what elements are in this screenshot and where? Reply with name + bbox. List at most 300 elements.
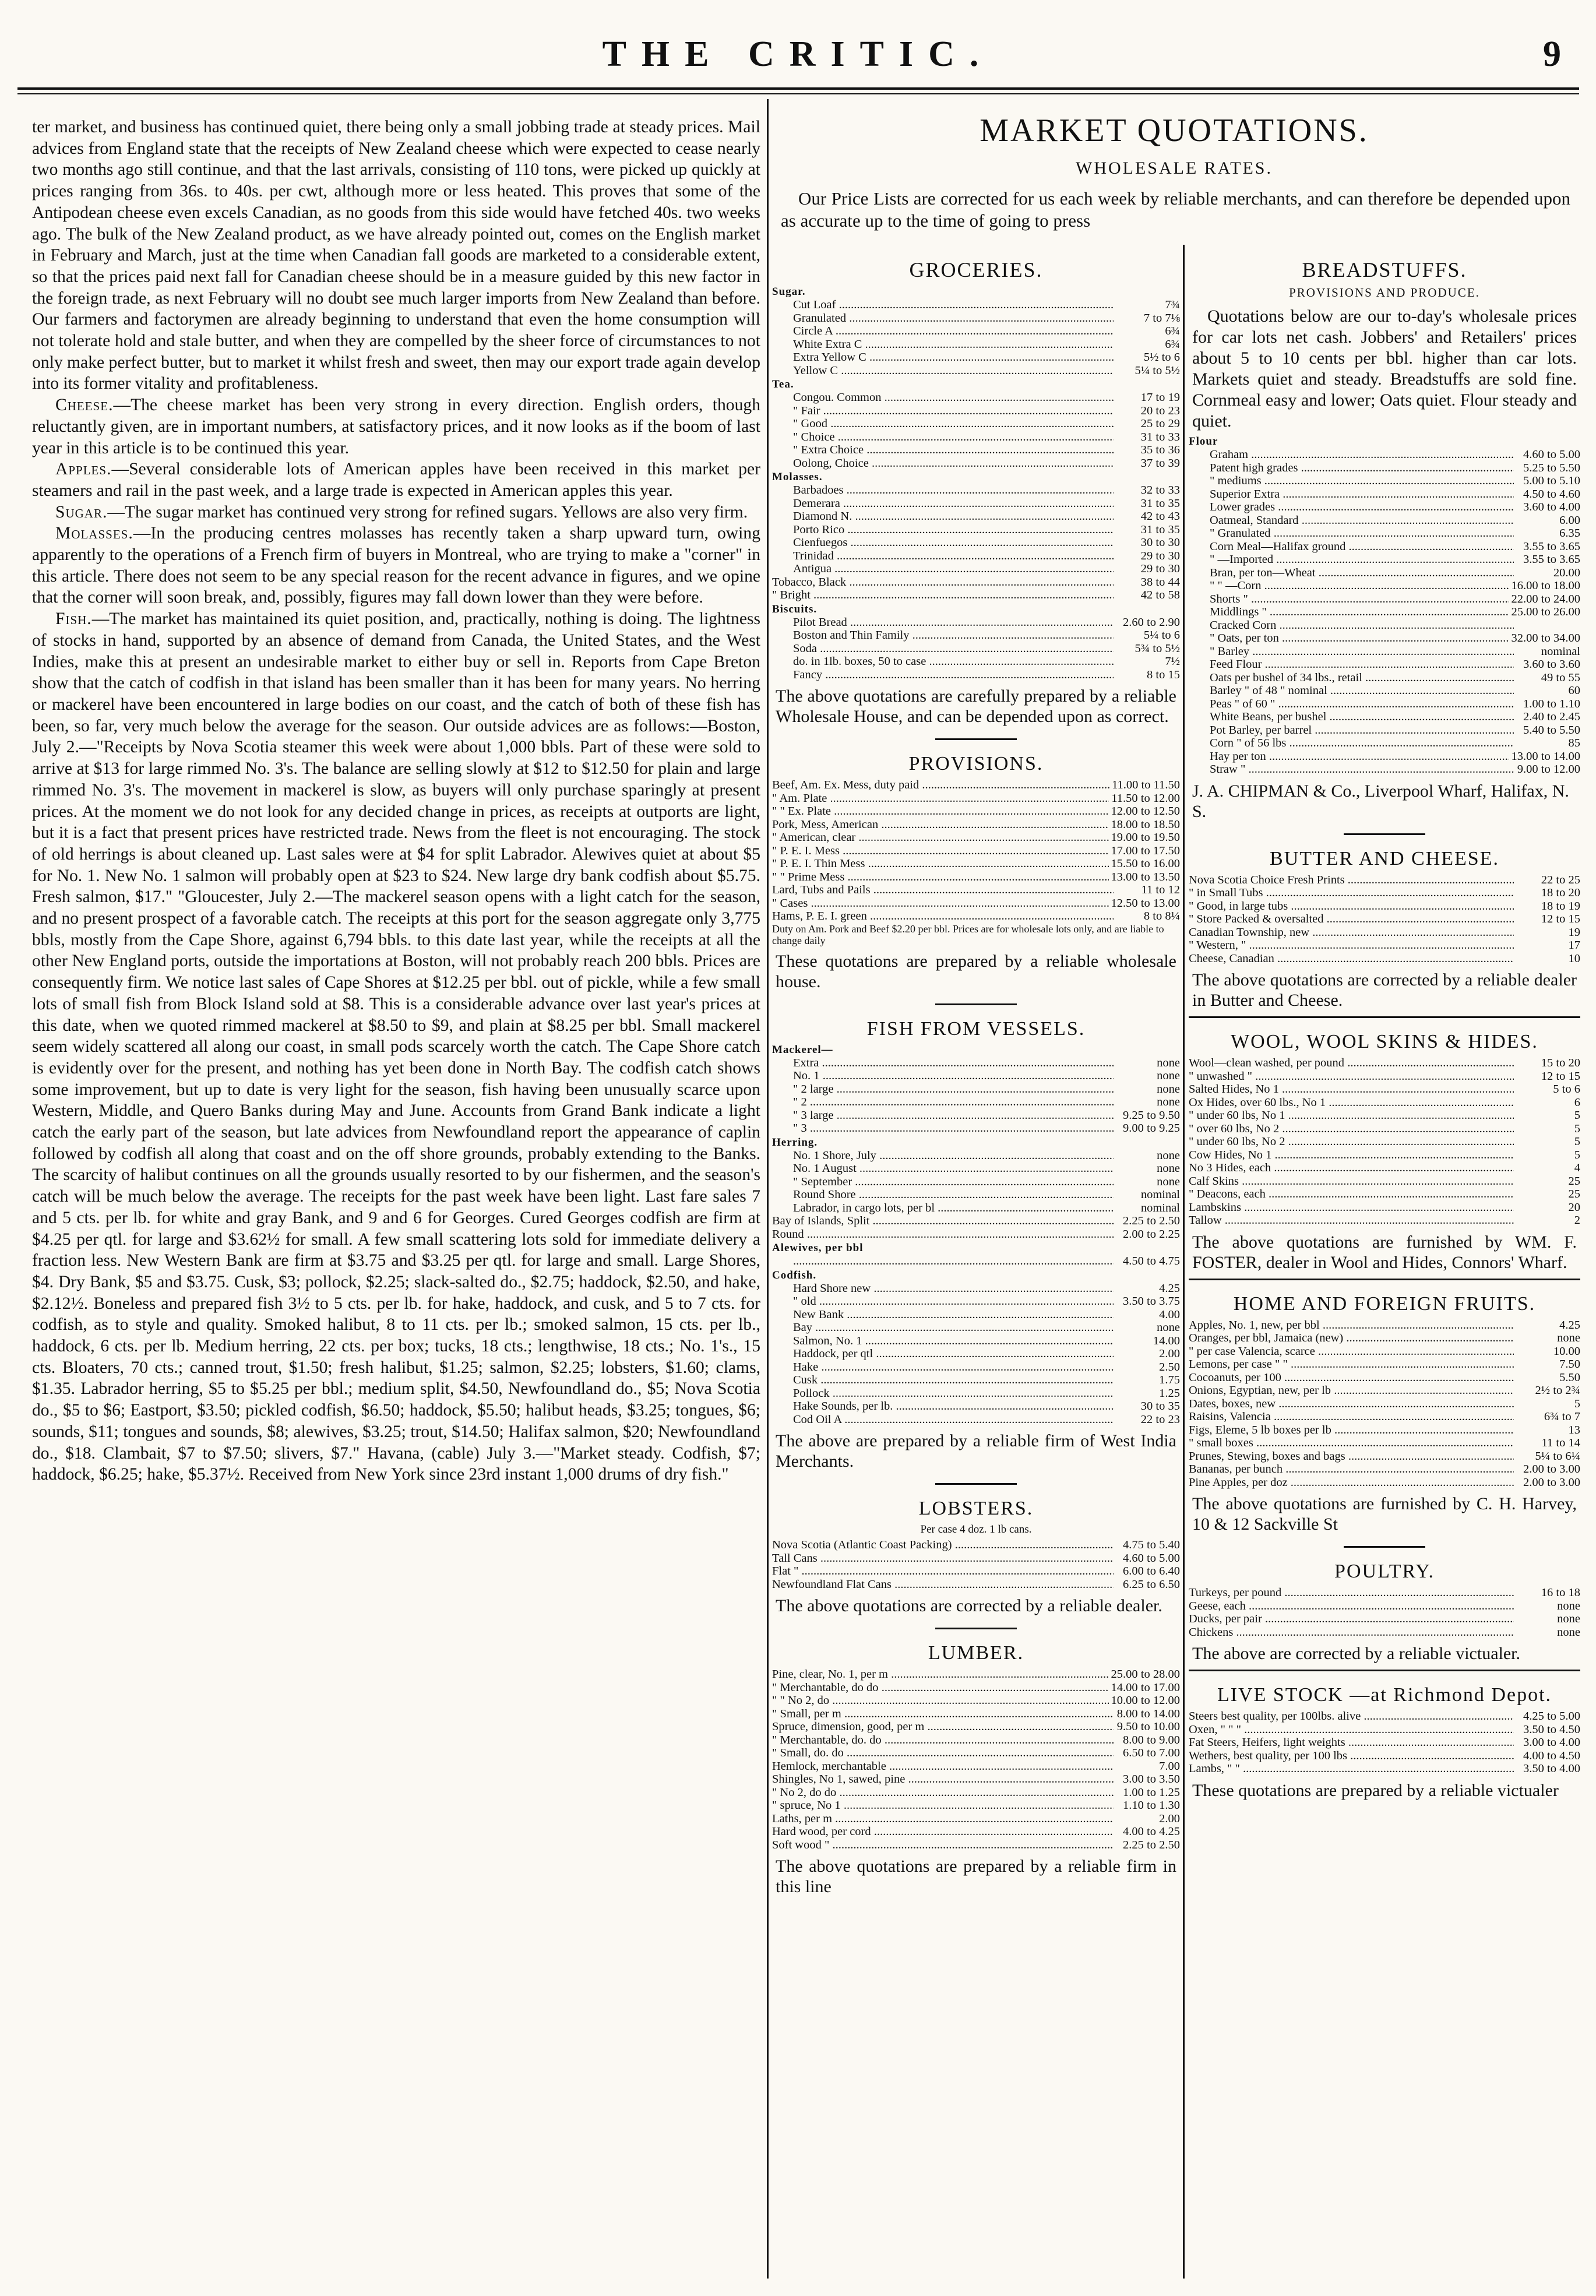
item-name: " " —Corn .....	[1189, 579, 1509, 593]
price-row	[1189, 710, 1580, 724]
item-price: none	[1157, 1321, 1180, 1334]
price-row	[1189, 514, 1580, 527]
price-row	[772, 857, 1180, 871]
item-price: 17 to 19	[1140, 391, 1180, 404]
item-price: none	[1157, 1082, 1180, 1096]
item-price: 10.00	[1553, 1344, 1580, 1358]
price-row	[772, 1746, 1180, 1760]
item-name: Cusk .....	[772, 1374, 1114, 1387]
provisions-fineprint: Duty on Am. Pork and Beef $2.20 per bbl. Prices are for wholesale lots only, and are liable to change daily	[772, 922, 1164, 946]
item-name: " Good, in large tubs .....	[1189, 900, 1514, 913]
item-price: 3.60 to 3.60	[1523, 658, 1580, 671]
item-price: 7½	[1165, 655, 1180, 668]
price-row	[772, 1255, 1180, 1268]
item-price: 25	[1568, 1174, 1580, 1188]
item-name: Hemlock, merchantable .....	[772, 1760, 1114, 1773]
breadstuffs-intro: Quotations below are our to-day's wholesale prices for car lots net cash. Jobbers' and Retailers' prices about 5 to 10 cents per bbl. higher than car lots. Markets quiet and steady. Breadstuffs are sold fine. Cornmeal easy and lower; Oats quiet. Flour steady and quiet.	[1192, 307, 1577, 431]
item-price: 85	[1568, 737, 1580, 749]
price-row	[1189, 1135, 1580, 1149]
price-row	[1189, 553, 1580, 566]
item-price: 5.40 to 5.50	[1523, 723, 1580, 737]
item-name: " Am. Plate .....	[772, 792, 1109, 805]
item-price: 15 to 20	[1541, 1057, 1580, 1069]
price-row	[772, 629, 1180, 642]
price-row	[772, 779, 1180, 792]
item-name: Bay of Islands, Split .....	[772, 1214, 1114, 1228]
item-name: Graham .....	[1189, 448, 1514, 462]
quotations-subtitle: WHOLESALE RATES.	[1076, 159, 1273, 178]
price-row	[772, 391, 1180, 404]
price-row	[772, 484, 1180, 497]
item-price: 11.00 to 11.50	[1112, 779, 1180, 791]
price-row	[772, 404, 1180, 418]
item-name: Nova Scotia Choice Fresh Prints .....	[1189, 874, 1514, 887]
price-row	[1189, 448, 1580, 462]
item-name: Oatmeal, Standard .....	[1189, 514, 1514, 527]
item-price: 6¾	[1165, 325, 1180, 337]
item-name: Middlings " .....	[1189, 605, 1509, 619]
item-name: " Store Packed & oversalted .....	[1189, 913, 1514, 926]
provisions-note: These quotations are prepared by a reliable wholesale house.	[776, 951, 1176, 991]
item-price: 4.25	[1559, 1318, 1580, 1332]
item-price: 4.00 to 4.50	[1523, 1749, 1580, 1762]
quotations-column-right	[1189, 245, 1580, 1803]
item-name: " mediums .....	[1189, 474, 1514, 488]
item-price: 42 to 43	[1140, 510, 1180, 523]
item-price: 6.35	[1559, 527, 1580, 540]
item-name: " under 60 lbs, No 1 .....	[1189, 1109, 1514, 1122]
item-name: " Merchantable, do. do .....	[772, 1734, 1114, 1747]
item-price: 3.50 to 4.00	[1523, 1762, 1580, 1775]
item-price: none	[1157, 1096, 1180, 1108]
item-name: Superior Extra .....	[1189, 488, 1514, 501]
item-price: 19	[1568, 925, 1580, 939]
item-price: 1.75	[1159, 1374, 1180, 1386]
item-price: 5.25 to 5.50	[1523, 461, 1580, 474]
price-row	[772, 1387, 1180, 1400]
price-row	[772, 1707, 1180, 1721]
price-row	[772, 818, 1180, 832]
item-price: 3.00 to 3.50	[1123, 1773, 1180, 1786]
price-row	[772, 668, 1180, 682]
item-price: 29 to 30	[1140, 562, 1180, 575]
price-row	[772, 616, 1180, 629]
breadstuffs-subheading: PROVISIONS AND PRODUCE.	[1289, 286, 1480, 300]
price-row	[1189, 1214, 1580, 1227]
separator	[1189, 1016, 1580, 1018]
wool-heading: WOOL, WOOL SKINS & HIDES.	[1231, 1031, 1538, 1052]
item-name: Pine Apples, per doz .....	[1189, 1476, 1514, 1489]
price-row	[772, 1374, 1180, 1387]
item-price: 2.00	[1159, 1347, 1180, 1360]
price-row	[1189, 1319, 1580, 1332]
price-row	[772, 1773, 1180, 1786]
item-price: 7.50	[1559, 1358, 1580, 1371]
price-row	[1189, 900, 1580, 913]
price-row	[772, 1413, 1180, 1427]
item-name: Cocoanuts, per 100 .....	[1189, 1371, 1514, 1385]
item-price: 31 to 35	[1140, 496, 1180, 510]
separator	[1344, 833, 1425, 835]
item-price: 5½ to 6	[1143, 351, 1180, 364]
lumber-note: The above quotations are prepared by a reliable firm in this line	[776, 1857, 1176, 1896]
item-name: Soda .....	[772, 642, 1114, 656]
category-label: Codfish.	[772, 1269, 817, 1281]
price-row	[772, 871, 1180, 884]
item-name: Corn " of 56 lbs .....	[1189, 737, 1514, 750]
price-row	[1189, 501, 1580, 514]
price-row	[772, 1400, 1180, 1413]
price-row	[1189, 952, 1580, 966]
category-label: Herring.	[772, 1136, 818, 1149]
price-row	[1189, 632, 1580, 645]
price-row	[772, 1214, 1180, 1228]
item-name: " Fair .....	[772, 404, 1114, 418]
item-price: 4.00 to 4.25	[1123, 1825, 1180, 1838]
item-name: " Merchantable, do do .....	[772, 1681, 1109, 1695]
item-name: " " Prime Mess .....	[772, 871, 1109, 884]
price-row	[772, 1228, 1180, 1241]
price-row	[1189, 593, 1580, 606]
item-name: Corn Meal—Halifax ground .....	[1189, 540, 1514, 554]
price-row	[1189, 1149, 1580, 1162]
fish-table	[772, 1044, 1180, 1427]
item-price: 2.00 to 2.25	[1123, 1227, 1180, 1241]
item-name: Bananas, per bunch .....	[1189, 1463, 1514, 1476]
item-price: 9.25 to 9.50	[1123, 1108, 1180, 1122]
price-row	[772, 338, 1180, 351]
item-name: Fancy .....	[772, 668, 1114, 682]
item-name: Calf Skins .....	[1189, 1175, 1514, 1188]
price-row	[1189, 1083, 1580, 1096]
item-price: 6.50 to 7.00	[1123, 1746, 1180, 1759]
item-price: 5	[1574, 1148, 1580, 1161]
item-name: Cienfuegos .....	[772, 536, 1114, 550]
item-name: Newfoundland Flat Cans .....	[772, 1578, 1114, 1591]
separator	[1344, 1546, 1425, 1548]
livestock-note: These quotations are prepared by a reliable victualer	[1192, 1780, 1559, 1800]
item-price: 2.25 to 2.50	[1123, 1214, 1180, 1227]
item-price: 6¾ to 7	[1544, 1410, 1580, 1423]
item-name: Cow Hides, No 1 .....	[1189, 1149, 1514, 1162]
price-row	[1189, 619, 1580, 632]
item-name: Cracked Corn .....	[1189, 619, 1514, 632]
item-name: " unwashed " .....	[1189, 1070, 1514, 1083]
price-row	[772, 457, 1180, 470]
report-paragraph: Fish.—The market has maintained its quiet position, and, practically, nothing is doing. The lightness of stocks in hand, supported by an absence of demand from Canada, the United States, and the West Indies, make this at present an undesirable market to either buy or sell in. Reports from Cape Breton show that the catch of codfish in that island has been smaller than it has been for many years. No herring or mackerel have been encountered in large bodies on our coast, and the catch of both of these fish has been, so far, very much below the average for the season. Our outside advices are as follows:—Boston, July 2.—"Receipts by Nova Scotia steamer this week were about 1,000 bbls. Part of these were sold to arrive at $13 for large rimmed No. 3's. The balance are selling slowly at $12 to $12.50 for plain and large rimmed No. 3's. The movement in mackerel is slow, as buyers will only purchase sparingly at present prices. At the moment we do not look for any decided change in prices, as receipts at outports are light, but it is a fact that present prices have restricted trade. News from the fleet is not encouraging. The stock of old herrings is about cleaned up. Last sales were at $4 for split Labrador. Alewives quiet at about $5 for No. 1. New No. 1 salmon will probably open at $23 to $24. New large dry bank codfish about $5.75. Fresh salmon, $17." "Gloucester, July 2.—The mackerel season opens with a light catch for the season, and no present prospect of a favorable catch. The receipts at this port for the season aggregate only 3,775 bbls, mostly from the Cape Shore, against 6,794 bbls. to this date last year, while the receipts at all the other New England ports, outside the importations at Boston, will not probably reach 200 bbls. Prices are consequently firm. We notice last sales of Cape Shores at $12.25 per bbl. out of pickle, while a few small lots of small fish from Block Island sold at $8. This is a considerable advance over last year's prices at this date, when we quoted rimmed mackerel at $8.50 to $9, and plain at $8.25 per bbl. Small mackerel seem widely scattered all along our coast, in small pods scarcely worth the catch. The Cape Shore catch is evidently over for the present, and nothing has yet been done in North Bay. The codfish catch shows some improvement, but up to date is very light for the season, fish having been unusually scarce upon Western, Middle, and Quero Banks during May and June. Accounts from Grand Bank indicate a light catch the early part of the season, but late advices from Newfoundland report the appearance of caplin followed by codfish all along that coast and on the off shore grounds, probably extending to the Banks. The scarcity of halibut continues on all the grounds usually resorted to by our fishermen, and the season's catch will be much below the average. The receipts for the past week have been light. Last fare sales 7 and 5 cts. per lb. for white and gray Bank, and 9 and 6 for Georges. Cured Georges codfish are firm at $4.25 per qtl. for large and $3.62½ for small. A few small scattering lots sold for immediate delivery a fraction less. New Western Bank are firm at $3.75 and $3.25 per qtl. for large and small. Large Shores, $4. Dry Bank, $5 and $3.75. Cusk, $3; pollock, $2.25; slack-salted do., $2.75; haddock, $2.50, and hake, $2.12½. Boneless and prepared fish 3½ to 5 cts. per lb. for hake, haddock, and cusk, and 5 to 7 cts. for codfish, as to style and quality. Smoked halibut, 8 to 11 cts. per lb.; smoked salmon, 15 cts. per lb., haddock, 6 cts. per lb. Medium herring, 22 cts. per box; tucks, 18 cts.; lengthwise, 18 cts.; No. 1's., 15 cts. Bloaters, 70 cts.; canned trout, $1.50; fresh halibut, $1.25; salmon, $2.25; lobsters, $1.60; clams, $1.35. Labrador herring, $5 to $5.25 per bbl.; medium split, $4.50, Newfoundland do., $5; Nova Scotia do., $5 to $6; Eastport, $3.50; pickled codfish, $6.50; haddock, $5.50; halibut heads, $3.25; tongues, $6; sounds, $11; tongues and sounds, $8; alewives, $3.25; trout, $14.50; Halifax salmon, $20; Newfoundland do., $18. Clambait, $7 to $7.50; slivers, $7." Havana, (cable) July 3.—"Market steady. Codfish, $7; haddock, $6.25; hake, $5.37½. Received from New York since 23rd instant 1,000 drums of dry fish."	[32, 610, 760, 1484]
price-row	[1189, 698, 1580, 711]
item-price: 5¼ to 6¼	[1535, 1449, 1580, 1463]
item-name: Shingles, No 1, sawed, pine .....	[772, 1773, 1114, 1786]
price-row	[772, 364, 1180, 378]
item-price: 4.50 to 4.75	[1123, 1255, 1180, 1267]
item-price: 4.60 to 5.00	[1523, 448, 1580, 461]
item-name: Oats per bushel of 34 lbs., retail .....	[1189, 671, 1514, 685]
item-name: Patent high grades .....	[1189, 462, 1514, 475]
item-name: " small boxes .....	[1189, 1436, 1514, 1450]
separator	[1189, 1670, 1580, 1671]
price-row	[1189, 1345, 1580, 1358]
price-row	[772, 443, 1180, 457]
item-price: 4	[1574, 1161, 1580, 1174]
item-name: Lower grades .....	[1189, 501, 1514, 514]
item-name: Soft wood " .....	[772, 1839, 1114, 1852]
item-name: " American, clear .....	[772, 831, 1109, 844]
item-name: Hard wood, per cord .....	[772, 1825, 1114, 1839]
item-name: " per case Valencia, scarce .....	[1189, 1345, 1514, 1358]
item-price: 19.00 to 19.50	[1111, 831, 1180, 844]
item-name: " —Imported .....	[1189, 553, 1514, 566]
item-name: Pork, Mess, American .....	[772, 818, 1109, 832]
price-row	[1189, 1384, 1580, 1397]
item-price: 25	[1568, 1188, 1580, 1200]
price-row	[1189, 684, 1580, 698]
price-row	[1189, 1463, 1580, 1476]
separator	[935, 1003, 1017, 1005]
category-label: Mackerel—	[772, 1043, 833, 1056]
quotations-column-left	[772, 245, 1180, 1899]
column-divider-1	[767, 99, 769, 2279]
price-row	[1189, 540, 1580, 554]
item-name: Hard Shore new .....	[772, 1282, 1114, 1295]
item-price: 2.60 to 2.90	[1123, 615, 1180, 629]
item-name: Ducks, per pair .....	[1189, 1612, 1514, 1626]
butter-table	[1189, 874, 1580, 966]
price-row	[1189, 658, 1580, 671]
price-row	[772, 642, 1180, 656]
item-name: Round Shore .....	[772, 1188, 1114, 1202]
price-row	[1189, 1070, 1580, 1083]
price-row	[772, 1083, 1180, 1096]
breadstuffs-table	[1189, 435, 1580, 776]
item-name: " old .....	[772, 1295, 1114, 1308]
item-price: 17	[1568, 939, 1580, 952]
item-price: 25.00 to 26.00	[1511, 605, 1580, 618]
price-row	[1189, 1410, 1580, 1424]
item-price: 4.25	[1159, 1281, 1180, 1295]
item-price: 4.50 to 4.60	[1523, 487, 1580, 501]
item-name: No 3 Hides, each .....	[1189, 1161, 1514, 1175]
item-price: 5¼ to 5½	[1135, 364, 1180, 377]
item-price: 17.00 to 17.50	[1111, 844, 1180, 857]
price-row	[772, 550, 1180, 563]
price-row	[1189, 671, 1580, 685]
item-name: No. 1 .....	[772, 1069, 1114, 1083]
item-price: none	[1157, 1056, 1180, 1069]
item-price: 32 to 33	[1140, 484, 1180, 496]
breadstuffs-heading: BREADSTUFFS.	[1302, 258, 1467, 281]
price-row	[1189, 1057, 1580, 1070]
item-price: 16.00 to 18.00	[1511, 579, 1580, 592]
item-name: Steers best quality, per 100lbs. alive .....	[1189, 1710, 1514, 1723]
item-name: Round .....	[772, 1228, 1114, 1241]
livestock-table	[1189, 1710, 1580, 1776]
price-row	[772, 1565, 1180, 1578]
item-price: 4.60 to 5.00	[1123, 1551, 1180, 1565]
header-rule	[17, 87, 1579, 90]
price-row	[1189, 926, 1580, 939]
price-row	[1189, 566, 1580, 580]
price-row	[772, 589, 1180, 602]
item-name: Extra .....	[772, 1057, 1114, 1070]
price-row	[772, 1188, 1180, 1202]
item-price: 6.00	[1559, 513, 1580, 527]
item-price: 15.50 to 16.00	[1111, 857, 1180, 870]
item-price: 8 to 8¼	[1143, 910, 1180, 922]
wool-table	[1189, 1057, 1580, 1227]
item-price: 14.00 to 17.00	[1111, 1681, 1180, 1694]
item-name: Lambskins .....	[1189, 1201, 1514, 1214]
price-row	[772, 1162, 1180, 1175]
item-price: 5	[1574, 1109, 1580, 1122]
report-paragraph: Apples.—Several considerable lots of American apples have been received in this market per steamers and rail in the past week, and a large trade is expected in American apples this year.	[32, 460, 760, 500]
poultry-note: The above are corrected by a reliable victualer.	[1192, 1644, 1521, 1663]
item-price: 7¾	[1165, 298, 1180, 311]
item-name: " spruce, No 1 .....	[772, 1799, 1114, 1812]
item-name: Chickens .....	[1189, 1626, 1514, 1639]
item-name: Tobacco, Black .....	[772, 576, 1114, 589]
report-paragraph: Sugar.—The sugar market has continued very strong for refined sugars. Yellows are also very firm.	[55, 502, 748, 522]
item-name: Pollock .....	[772, 1387, 1114, 1400]
price-row	[1189, 737, 1580, 750]
item-name: Oranges, per bbl, Jamaica (new) .....	[1189, 1332, 1514, 1345]
item-name: Turkeys, per pound .....	[1189, 1586, 1514, 1600]
price-row	[772, 1734, 1180, 1747]
price-row	[772, 536, 1180, 550]
item-price	[1514, 619, 1580, 632]
price-row	[1189, 874, 1580, 887]
wool-note: The above quotations are furnished by WM. F. FOSTER, dealer in Wool and Hides, Connors' Wharf.	[1192, 1232, 1577, 1272]
item-price: 2.25 to 2.50	[1123, 1838, 1180, 1851]
item-name: Trinidad .....	[772, 550, 1114, 563]
report-paragraph: Cheese.—The cheese market has been very strong in every direction. English orders, though reluctantly given, are in important numbers, at satisfactory prices, and it now looks as if the boom of last year in this article is to be continued this year.	[32, 396, 760, 457]
item-price: 25.00 to 28.00	[1111, 1668, 1180, 1681]
item-name: " Granulated .....	[1189, 527, 1514, 540]
item-name: Circle A .....	[772, 325, 1114, 338]
price-row	[772, 1799, 1180, 1812]
item-name: Geese, each .....	[1189, 1600, 1514, 1613]
price-row	[772, 1538, 1180, 1552]
butter-heading: BUTTER AND CHEESE.	[1270, 847, 1499, 869]
price-row	[1189, 1109, 1580, 1122]
item-price: 18 to 19	[1541, 899, 1580, 913]
item-price: 18 to 20	[1541, 886, 1580, 899]
item-price: 3.55 to 3.65	[1523, 553, 1580, 566]
fruits-heading: HOME AND FOREIGN FRUITS.	[1233, 1293, 1536, 1315]
breadstuffs-note: J. A. CHIPMAN & Co., Liverpool Wharf, Halifax, N. S.	[1192, 781, 1569, 821]
item-name: Flat " .....	[772, 1565, 1114, 1578]
item-price: 2.40 to 2.45	[1523, 710, 1580, 723]
item-name: Tall Cans .....	[772, 1552, 1114, 1565]
price-row	[772, 1334, 1180, 1348]
price-row	[772, 298, 1180, 312]
newspaper-title: THE CRITIC.	[602, 34, 994, 74]
item-name: " Extra Choice .....	[772, 443, 1114, 457]
item-name: Salmon, No. 1 .....	[772, 1334, 1114, 1348]
item-price: 1.00 to 1.10	[1523, 697, 1580, 710]
item-price: 9.00 to 12.00	[1517, 763, 1580, 776]
item-name: Pot Barley, per barrel .....	[1189, 724, 1514, 737]
item-name: Cod Oil A .....	[772, 1413, 1114, 1427]
price-row	[1189, 1710, 1580, 1723]
item-name: Salted Hides, No 1 .....	[1189, 1083, 1514, 1096]
item-price: none	[1557, 1625, 1580, 1639]
price-row	[772, 1681, 1180, 1695]
item-name: " under 60 lbs, No 2 .....	[1189, 1135, 1514, 1149]
price-row	[772, 897, 1180, 910]
item-name: Wethers, best quality, per 100 lbs .....	[1189, 1749, 1514, 1763]
price-row	[772, 1109, 1180, 1122]
item-name: Pine, clear, No. 1, per m .....	[772, 1668, 1109, 1681]
price-row	[1189, 1371, 1580, 1385]
item-price: 30 to 30	[1140, 536, 1180, 549]
item-price: 22 to 23	[1140, 1413, 1180, 1426]
item-price: none	[1557, 1599, 1580, 1612]
item-price: 13	[1568, 1423, 1580, 1436]
item-price: 49 to 55	[1541, 671, 1580, 684]
price-row	[1189, 1122, 1580, 1136]
item-price: 11.50 to 12.00	[1111, 791, 1180, 805]
item-name: White Extra C .....	[772, 338, 1114, 351]
item-name: Spruce, dimension, good, per m .....	[772, 1720, 1114, 1734]
item-name: Yellow C .....	[772, 364, 1114, 378]
item-name: " Bright .....	[772, 589, 1114, 602]
item-price: none	[1157, 1175, 1180, 1188]
price-row	[772, 1552, 1180, 1565]
price-row	[772, 351, 1180, 364]
price-row	[772, 805, 1180, 818]
price-row	[1189, 605, 1580, 619]
item-price: 2½ to 2¾	[1535, 1384, 1580, 1397]
item-price: 5¾ to 5½	[1135, 642, 1180, 655]
fruits-table	[1189, 1319, 1580, 1489]
item-price: 5.50	[1559, 1371, 1580, 1384]
item-price: 10.00 to 12.00	[1111, 1694, 1180, 1707]
price-row	[772, 1122, 1180, 1135]
price-row	[1189, 724, 1580, 737]
item-price: 8.00 to 14.00	[1116, 1707, 1180, 1720]
item-price: nominal	[1140, 1188, 1180, 1201]
price-row	[772, 1057, 1180, 1070]
item-price: none	[1157, 1149, 1180, 1162]
quotations-title: MARKET QUOTATIONS.	[980, 112, 1369, 149]
item-price: 42 to 58	[1140, 589, 1180, 601]
price-row	[772, 1720, 1180, 1734]
item-name: Lard, Tubs and Pails .....	[772, 883, 1114, 897]
item-name: Shorts " .....	[1189, 593, 1509, 606]
item-name: " Western, " .....	[1189, 939, 1514, 952]
item-price: 2.50	[1159, 1360, 1180, 1374]
item-name: Cut Loaf .....	[772, 298, 1114, 312]
item-price: 12 to 15	[1541, 913, 1580, 925]
price-row	[772, 1295, 1180, 1308]
item-name: Raisins, Valencia .....	[1189, 1410, 1514, 1424]
item-name: Pilot Bread .....	[772, 616, 1114, 629]
item-name: " P. E. I. Thin Mess .....	[772, 857, 1109, 871]
price-row	[772, 655, 1180, 668]
price-row	[1189, 488, 1580, 501]
price-row	[772, 523, 1180, 537]
price-row	[772, 910, 1180, 923]
item-name: Nova Scotia (Atlantic Coast Packing) .....	[772, 1538, 1114, 1552]
item-price: 20.00	[1553, 566, 1580, 579]
item-price: 4.25 to 5.00	[1523, 1710, 1580, 1723]
price-row	[772, 576, 1180, 589]
price-row	[1189, 579, 1580, 593]
item-name: " 2 .....	[772, 1096, 1114, 1109]
item-price: none	[1557, 1612, 1580, 1625]
price-row	[1189, 1332, 1580, 1345]
